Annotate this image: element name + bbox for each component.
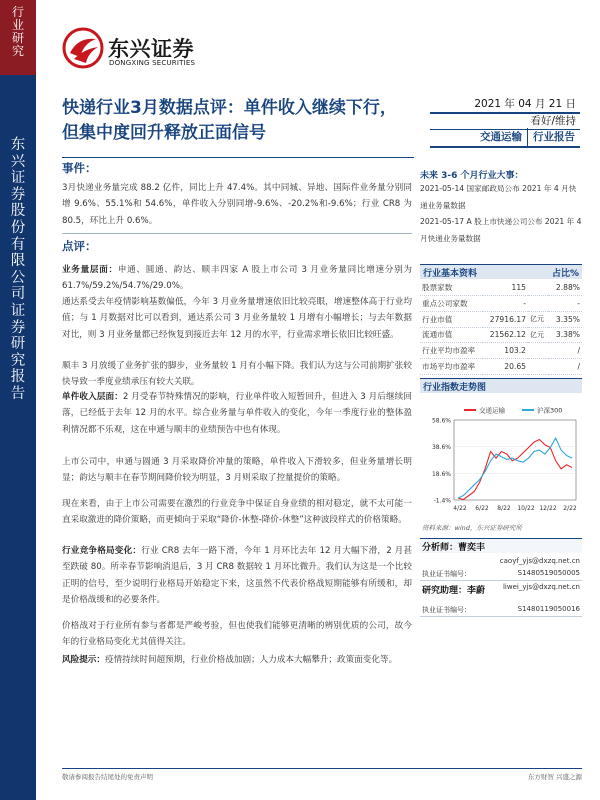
related-title: 未来 3-6 个月行业大事： bbox=[420, 171, 524, 181]
comment-paragraph: 价格战对于行业所有参与者都是严峻考验，但也使我们能够更清晰的辨别优质的公司，故今年的行业格局变化尤其值得关注。 bbox=[62, 621, 412, 648]
event-title: 事件： bbox=[62, 161, 97, 175]
table-row bbox=[420, 343, 582, 359]
table-row bbox=[420, 358, 582, 374]
tag-type: 行业报告 bbox=[527, 128, 580, 146]
report-title: 快递行业3月数据点评：单件收入继续下行，但集中度回升释放正面信号 bbox=[62, 98, 397, 143]
company-logo bbox=[62, 27, 242, 69]
x-tick-label: 12/22 bbox=[539, 505, 557, 512]
industry-data-title: 行业基本资料 bbox=[423, 269, 478, 279]
table-cell-label: 重点公司家数 bbox=[420, 296, 483, 312]
table-cell-pct: / bbox=[548, 343, 582, 359]
divider bbox=[62, 157, 414, 158]
assistant-name: 研究助理：李蔚 bbox=[422, 586, 486, 596]
related-item: 2021-05-14 国家邮政局公布 2021 年 4 月快递业务量数据 bbox=[420, 184, 577, 210]
table-cell-label: 股票家数 bbox=[420, 280, 483, 296]
report-rating: 看好/维持 bbox=[430, 112, 580, 130]
table-cell-value: 103.2 bbox=[483, 343, 528, 359]
logo-text-cn: 东兴证券 bbox=[108, 37, 194, 61]
table-cell-label: 行业平均市盈率 bbox=[420, 343, 483, 359]
comment-paragraph: 上市公司中，申通与圆通 3 月采取降价冲量的策略，单件收入下滑较多，但业务量增长明显；韵达与顺丰在春节期间降价较为明显，3 月则采取了控量提价的策略。 bbox=[62, 457, 412, 484]
y-tick-label: -1.4% bbox=[433, 497, 451, 505]
paragraph-body: 行业 CR8 去年一路下滑，今年 1 月环比去年 12 月大幅下滑，2 月甚至跌破 80。所幸春节影响消退后，3 月 CR8 数据较 1 月环比微升。我们认为这是一个比较正明的信号，至少说明行业格局开始稳定下来，这虽然不代表价格战短期能够有所缓和，却是价格战缓和的必要条件。 bbox=[62, 546, 412, 605]
comment-paragraph: 顺丰 3 月放缓了业务扩张的脚步，业务量较 1 月有小幅下降。我们认为这与公司前期扩张较快导致一季度业绩承压有较大关联。 bbox=[62, 361, 412, 388]
paragraph-body: 2 月受春节特殊情况的影响，行业单件收入短暂回升，但进入 3 月后继续回落，已经低于去年 12 月的水平。综合业务量与单件收入的变化，今年一季度行业的整体盈利情况都不乐观，这在申通与顺丰的业绩预告中也有体现。 bbox=[62, 392, 412, 435]
table-row bbox=[420, 327, 582, 343]
table-cell-unit: 亿元 bbox=[528, 327, 548, 343]
sidebar-bottom-label: 东 兴 证 券 股 份 有 限 公 司 证 券 研 究 报 告 bbox=[10, 137, 26, 402]
industry-data-table bbox=[420, 280, 582, 375]
report-tags bbox=[430, 128, 580, 146]
logo-text-en: DONGXING SECURITIES bbox=[109, 59, 196, 67]
assistant-email[interactable]: liwei_yjs@dxzq.net.cn bbox=[502, 583, 580, 591]
table-cell-value: 27916.17 bbox=[483, 311, 528, 327]
table-cell-pct: 2.88% bbox=[548, 280, 582, 296]
table-cell-label: 流通市值 bbox=[420, 327, 483, 343]
industry-index-chart bbox=[420, 400, 582, 520]
divider bbox=[430, 146, 580, 148]
table-cell-value: 21562.12 bbox=[483, 327, 528, 343]
x-tick-label: 8/22 bbox=[497, 505, 511, 512]
table-cell-pct: - bbox=[548, 296, 582, 312]
cert-label: 执业证书编号： bbox=[422, 606, 471, 614]
risk-paragraph bbox=[62, 652, 412, 668]
y-tick-label: 18.6% bbox=[431, 470, 451, 478]
sidebar-top-label: 行 业 研 究 bbox=[11, 5, 24, 58]
comment-paragraph bbox=[62, 543, 412, 608]
logo-emblem-icon bbox=[62, 27, 104, 69]
paragraph-body: 疫情持续时间超预期，行业价格战加剧；人力成本大幅攀升；政策面变化等。 bbox=[104, 655, 398, 665]
table-cell-pct: / bbox=[548, 358, 582, 374]
analyst-cert-row bbox=[420, 568, 582, 581]
cert-label: 执业证书编号： bbox=[422, 570, 471, 578]
table-cell-unit bbox=[528, 280, 548, 296]
chart-title: 行业指数走势图 bbox=[423, 383, 487, 393]
industry-data-pct-header: 占比% bbox=[551, 269, 579, 279]
sidebar-top bbox=[0, 0, 36, 75]
comment-title: 点评： bbox=[62, 239, 97, 253]
assistant-cert: S1480119050016 bbox=[517, 605, 580, 613]
divider bbox=[62, 233, 412, 234]
y-tick-label: 38.6% bbox=[431, 444, 451, 452]
table-cell-value: - bbox=[483, 296, 528, 312]
assistant-row bbox=[420, 582, 582, 597]
paragraph-heading: 单件收入层面： bbox=[62, 392, 123, 402]
paragraph-heading: 行业竞争格局变化： bbox=[62, 546, 142, 556]
comment-paragraph: 通达系受去年疫情影响基数偏低，今年 3 月业务量增速依旧比较亮眼，增速整体高于行业均值；与 1 月数据对比可以看到，通达系公司 3 月业务量较 1 月增有小幅增长；与去年数据对比，则 3 月业务量都已经恢复到接近去年 12 月的水平，行业需求增长依旧比较旺盛。 bbox=[62, 297, 412, 340]
paragraph-body: 申通、圆通、韵达、顺丰四家 A 股上市公司 3 月业务量同比增速分别为 61.7%/59.2%/54.7%/29.0%。 bbox=[62, 265, 412, 292]
table-row bbox=[420, 296, 582, 312]
paragraph-heading: 风险提示： bbox=[62, 655, 105, 665]
table-cell-unit bbox=[528, 358, 548, 374]
table-cell-pct: 3.38% bbox=[548, 327, 582, 343]
table-cell-label: 市场平均市盈率 bbox=[420, 358, 483, 374]
table-cell-value: 115 bbox=[483, 280, 528, 296]
comment-paragraph: 现在来看，由于上市公司需要在激烈的行业竞争中保证自身业绩的相对稳定，就不太可能一直采取激进的降价策略，而更倾向于采取“降价-休整-降价-休整”这种波段样式的价格策略。 bbox=[62, 499, 412, 526]
industry-data-header bbox=[420, 264, 582, 279]
x-tick-label: 2/22 bbox=[563, 505, 577, 512]
x-tick-label: 10/22 bbox=[517, 505, 535, 512]
tag-industry: 交通运输 bbox=[480, 131, 522, 143]
footer-disclaimer: 敬请参阅报告结尾处的免责声明 bbox=[62, 773, 153, 781]
related-item: 2021-05-17 A 股上市快递公司公布 2021 年 4 月快递业务量数据 bbox=[420, 217, 582, 243]
sidebar-bottom bbox=[0, 75, 36, 800]
comment-paragraph bbox=[62, 389, 412, 438]
analyst-name: 分析师：曹奕丰 bbox=[420, 538, 582, 553]
analyst-cert: S1480519050005 bbox=[517, 569, 580, 577]
table-row bbox=[420, 311, 582, 327]
table-cell-unit bbox=[528, 343, 548, 359]
comment-paragraph bbox=[62, 262, 412, 295]
event-text: 3月快递业务量完成 88.2 亿件，同比上升 47.4%。其中同城、异地、国际件业务量分别同增 9.6%、55.1%和 54.6%，单件收入分别同增-9.6%、-20.2%和-9.6%；行业 CR8 为 80.5，环比上升 0.6%。 bbox=[62, 183, 412, 226]
table-row bbox=[420, 280, 582, 296]
table-cell-unit: 亿元 bbox=[528, 311, 548, 327]
x-tick-label: 6/22 bbox=[475, 505, 489, 512]
assistant-cert-row bbox=[420, 604, 582, 617]
table-cell-label: 行业市值 bbox=[420, 311, 483, 327]
related-events bbox=[420, 168, 582, 247]
table-cell-pct: 3.35% bbox=[548, 311, 582, 327]
legend-label-1: 沪深300 bbox=[537, 406, 563, 415]
chart-header bbox=[420, 378, 582, 393]
legend-label-0: 交通运输 bbox=[479, 406, 505, 415]
report-date: 2021 年 04 月 21 日 bbox=[430, 96, 580, 114]
footer-divider bbox=[62, 768, 582, 769]
footer-slogan: 东方财智 兴盛之源 bbox=[527, 773, 582, 781]
analyst-email[interactable]: caoyf_yjs@dxzq.net.cn bbox=[499, 557, 580, 565]
series-line-0 bbox=[458, 440, 572, 500]
paragraph-heading: 业务量层面： bbox=[62, 265, 118, 275]
table-cell-unit bbox=[528, 296, 548, 312]
analyst-email-row bbox=[420, 556, 582, 566]
table-cell-value: 20.65 bbox=[483, 358, 528, 374]
chart-source: 资料来源：wind，东兴证券研究所 bbox=[422, 524, 522, 532]
x-tick-label: 4/22 bbox=[453, 505, 467, 512]
y-tick-label: 58.6% bbox=[431, 417, 451, 425]
